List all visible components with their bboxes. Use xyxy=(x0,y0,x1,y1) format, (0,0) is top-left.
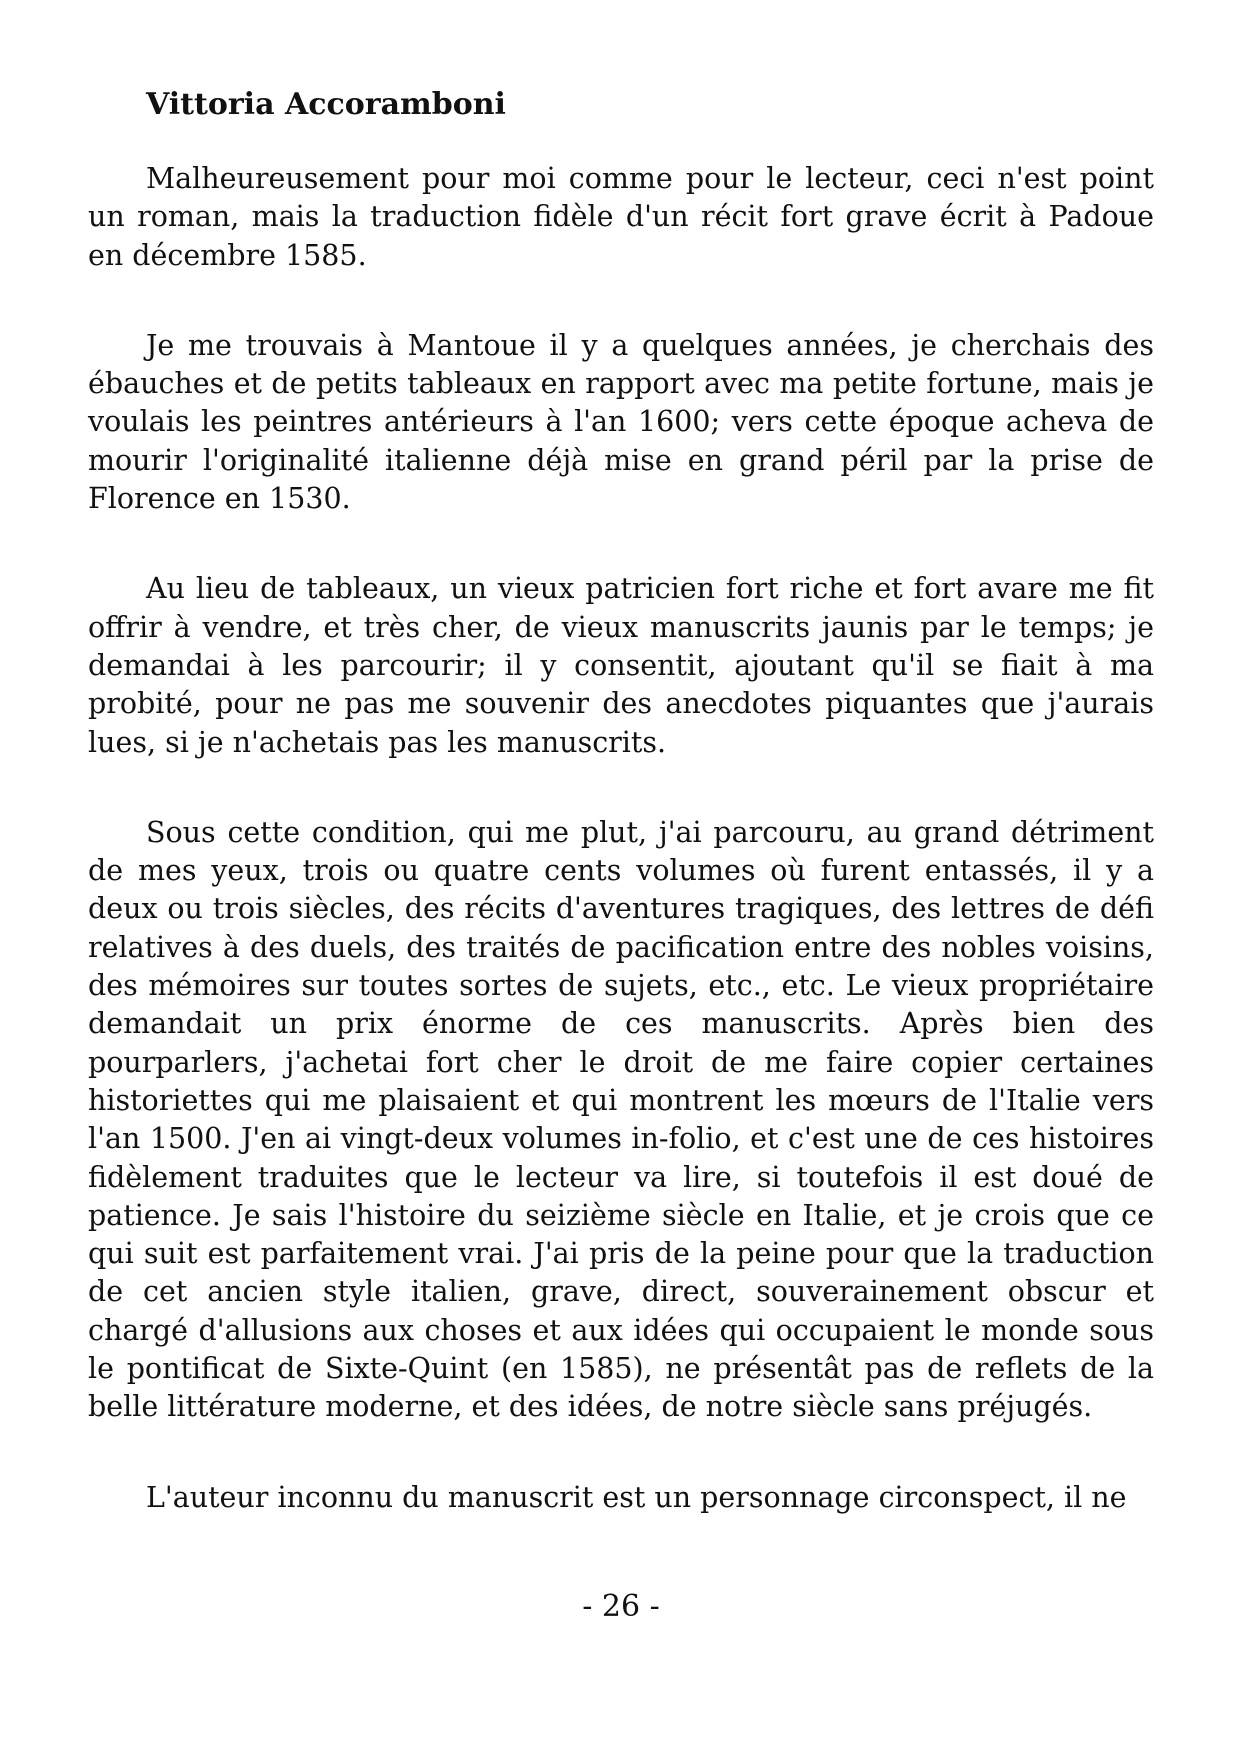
paragraph-3: Au lieu de tableaux, un vieux patricien fort riche et fort avare me fit offrir à vendre, et très cher, de vieux manuscrits jaunis par le temps; je demandai à les parcourir; il y consentit, ajoutant qu'il se fiait à ma probité, pour ne pas me souvenir des anecdotes piquantes que j'aurais lues, si je n'achetais pas les manuscrits. xyxy=(88,572,1154,759)
chapter-title: Vittoria Accoramboni xyxy=(146,87,506,122)
paragraph-1: Malheureusement pour moi comme pour le lecteur, ceci n'est point un roman, mais la traduction fidèle d'un récit fort grave écrit à Padoue en décembre 1585. xyxy=(88,162,1154,272)
page-number: - 26 - xyxy=(582,1589,660,1624)
paragraph-5: L'auteur inconnu du manuscrit est un personnage circonspect, il ne xyxy=(146,1480,1127,1514)
paragraph-2: Je me trouvais à Mantoue il y a quelques années, je cherchais des ébauches et de petits tableaux en rapport avec ma petite fortune, mais je voulais les peintres antérieurs à l'an 1600; vers cette époque acheva de mourir l'originalité italienne déjà mise en grand péril par la prise de Florence en 1530. xyxy=(88,328,1154,516)
page-body xyxy=(88,86,1154,1517)
paragraph-4: Sous cette condition, qui me plut, j'ai parcouru, au grand détriment de mes yeux, trois ou quatre cents volumes où furent entassés, il y a deux ou trois siècles, des récits d'aventures tragiques, des lettres de défi relatives à des duels, des traités de pacification entre des nobles voisins, des mémoires sur toutes sortes de sujets, etc., etc. Le vieux propriétaire demandait un prix énorme de ces manuscrits. Après bien des pourparlers, j'achetai fort cher le droit de me faire copier certaines historiettes qui me plaisaient et qui montrent les mœurs de l'Italie vers l'an 1500. J'en ai vingt-deux volumes in-folio, et c'est une de ces histoires fidèlement traduites que le lecteur va lire, si toutefois il est doué de patience. Je sais l'histoire du seizième siècle en Italie, et je crois que ce qui suit est parfaitement vrai. J'ai pris de la peine pour que la traduction de cet ancien style italien, grave, direct, souverainement obscur et chargé d'allusions aux choses et aux idées qui occupaient le monde sous le pontificat de Sixte-Quint (en 1585), ne présentât pas de reflets de la belle littérature moderne, et des idées, de notre siècle sans préjugés. xyxy=(88,815,1154,1424)
